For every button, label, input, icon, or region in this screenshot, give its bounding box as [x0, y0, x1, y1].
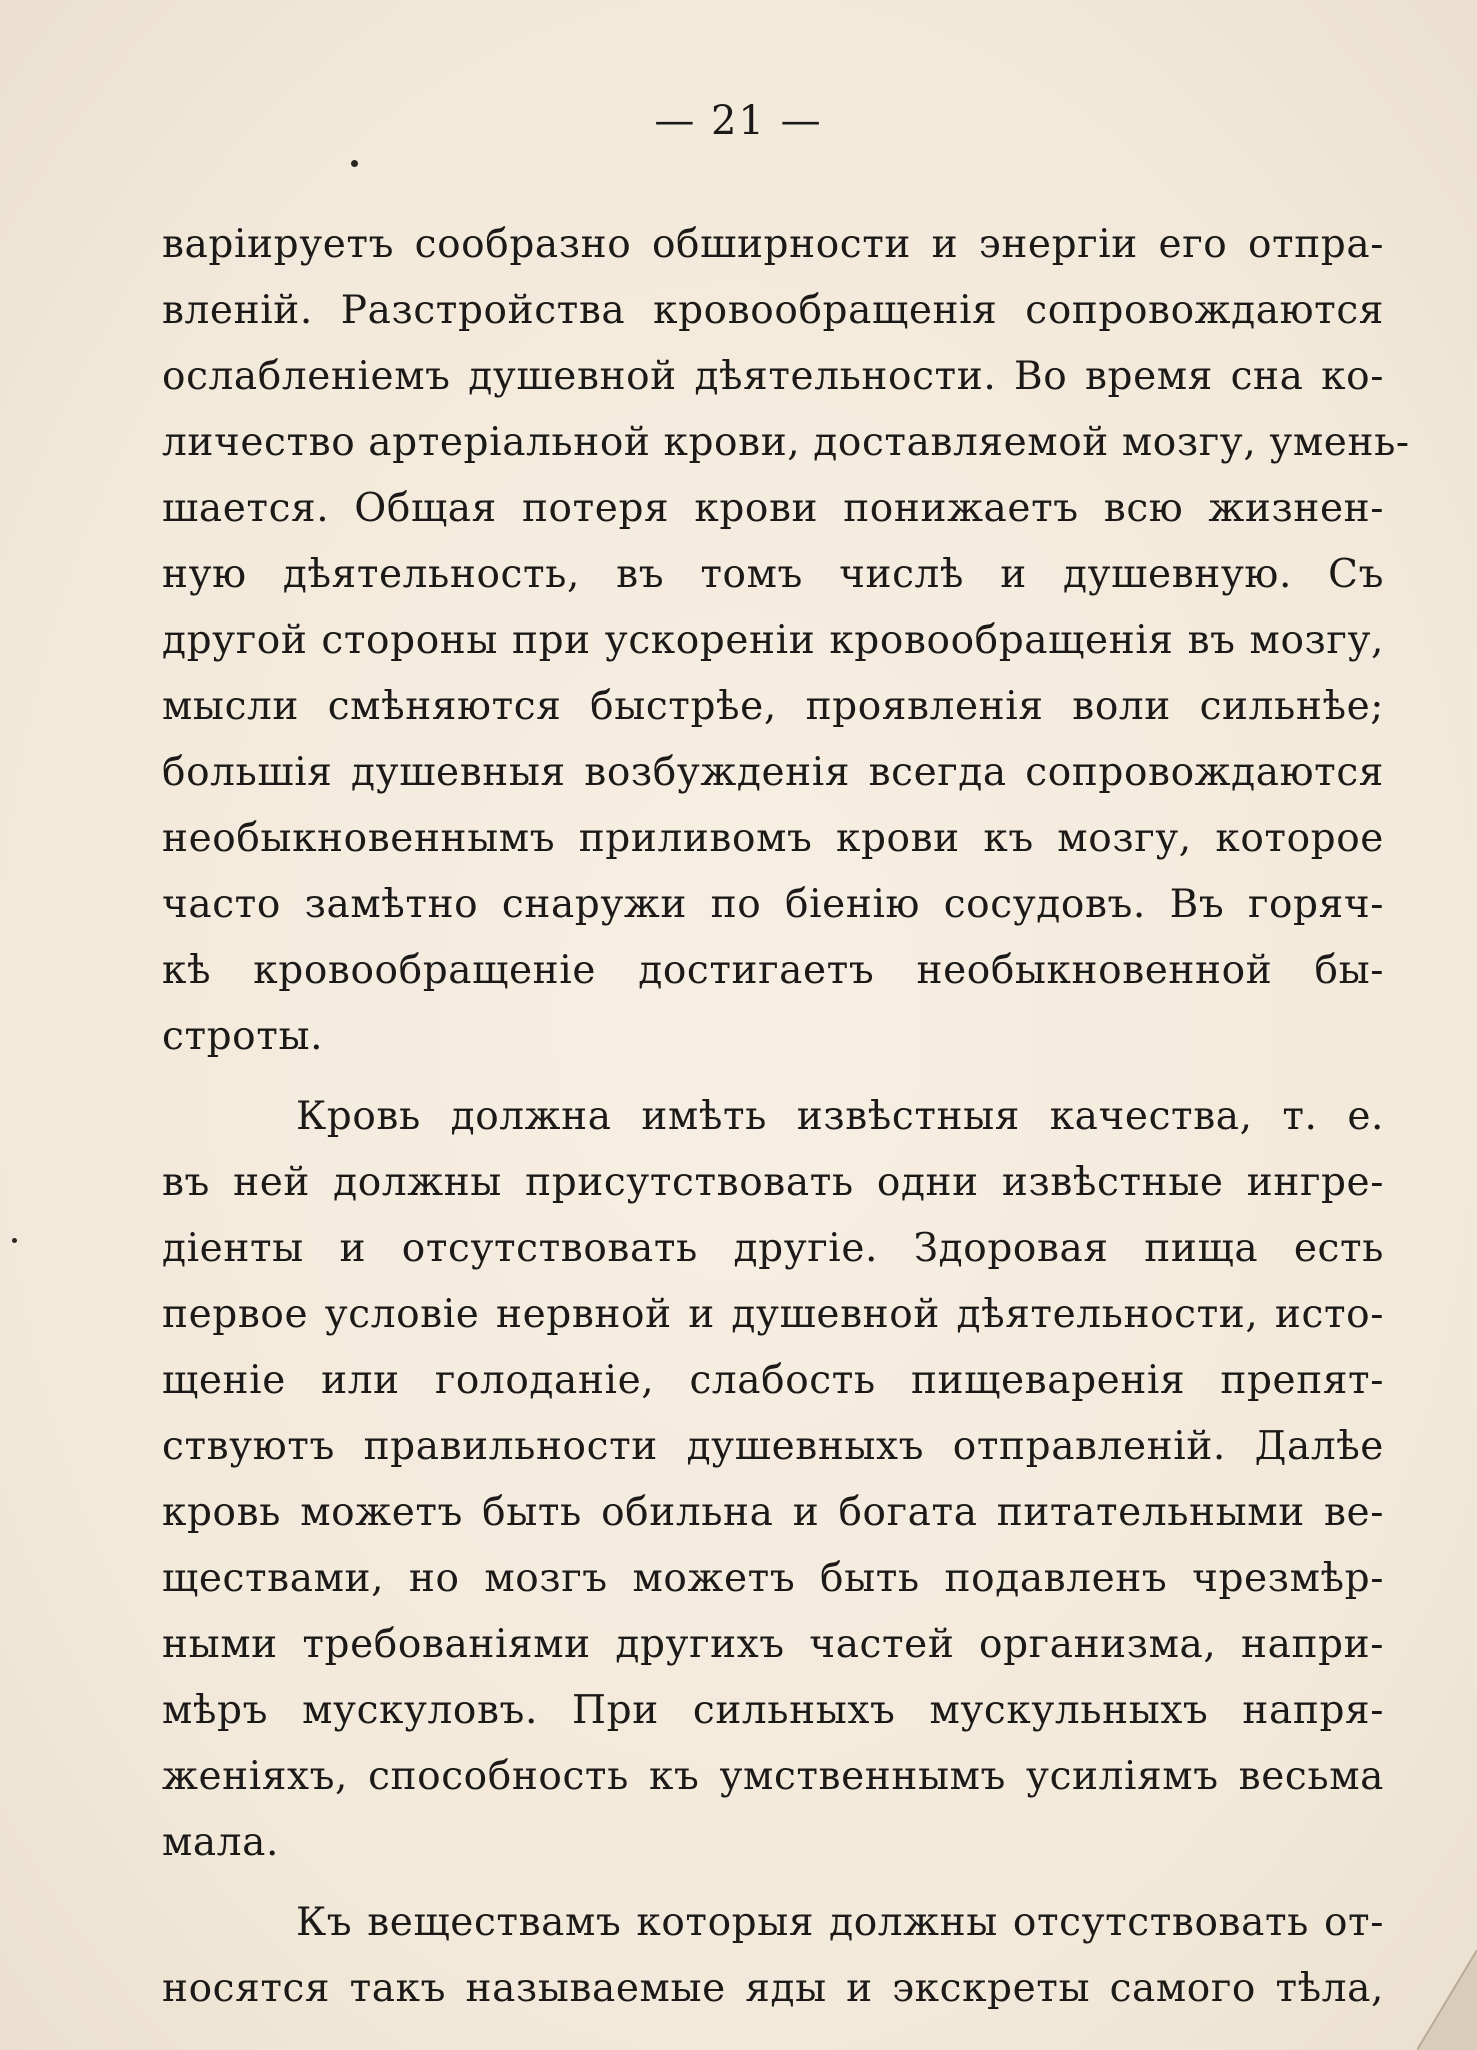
- body-text: [162, 212, 1410, 2022]
- text-line: носятся такъ называемые яды и экскреты самого тѣла,: [162, 1966, 1384, 2011]
- page-number: — 21 —: [654, 98, 823, 144]
- paragraph-gap: [162, 1876, 1384, 1890]
- text-line: варіируетъ сообразно обширности и энергіи его отпра-: [162, 222, 1384, 267]
- text-line: Къ веществамъ которыя должны отсутствовать от-: [296, 1900, 1384, 1945]
- text-line: ную дѣятельность, въ томъ числѣ и душевную. Съ: [162, 552, 1384, 597]
- text-line: часто замѣтно снаружи по біенію сосудовъ. Въ горяч-: [162, 882, 1384, 927]
- page-corner-curl: [1417, 1910, 1477, 2050]
- text-line: другой стороны при ускореніи кровообращенія въ мозгу,: [162, 618, 1384, 663]
- text-line: личество артеріальной крови, доставляемой мозгу, умень-: [162, 420, 1410, 465]
- text-line: мысли смѣняются быстрѣе, проявленія воли сильнѣе;: [162, 684, 1384, 729]
- text-line: строты.: [162, 1014, 324, 1059]
- ink-speck: [12, 1238, 17, 1243]
- text-line: Кровь должна имѣть извѣстныя качества, т. е.: [296, 1094, 1384, 1139]
- text-line: щеніе или голоданіе, слабость пищеваренія препят-: [162, 1358, 1384, 1403]
- text-line: кровь можетъ быть обильна и богата питательными ве-: [162, 1490, 1384, 1535]
- text-line: шается. Общая потеря крови понижаетъ всю жизнен-: [162, 486, 1384, 531]
- text-line: кѣ кровообращеніе достигаетъ необыкновенной бы-: [162, 948, 1384, 993]
- text-line: необыкновеннымъ приливомъ крови къ мозгу, которое: [162, 816, 1384, 861]
- text-line: ществами, но мозгъ можетъ быть подавленъ чрезмѣр-: [162, 1556, 1384, 1601]
- paragraph-gap: [162, 1070, 1384, 1084]
- text-line: первое условіе нервной и душевной дѣятельности, исто-: [162, 1292, 1384, 1337]
- text-line: въ ней должны присутствовать одни извѣстные ингре-: [162, 1160, 1384, 1205]
- text-line: вленій. Разстройства кровообращенія сопровождаются: [162, 288, 1384, 333]
- text-line: діенты и отсутствовать другіе. Здоровая пища есть: [162, 1226, 1384, 1271]
- text-line: ствуютъ правильности душевныхъ отправленій. Далѣе: [162, 1424, 1384, 1469]
- text-line: ными требованіями другихъ частей организма, напри-: [162, 1622, 1384, 1667]
- text-line: мала.: [162, 1820, 280, 1865]
- text-line: женіяхъ, способность къ умственнымъ усиліямъ весьма: [162, 1754, 1384, 1799]
- ink-speck: [351, 160, 358, 167]
- text-line: ослабленіемъ душевной дѣятельности. Во время сна ко-: [162, 354, 1384, 399]
- text-line: мѣръ мускуловъ. При сильныхъ мускульныхъ напря-: [162, 1688, 1384, 1733]
- text-line: большія душевныя возбужденія всегда сопровождаются: [162, 750, 1384, 795]
